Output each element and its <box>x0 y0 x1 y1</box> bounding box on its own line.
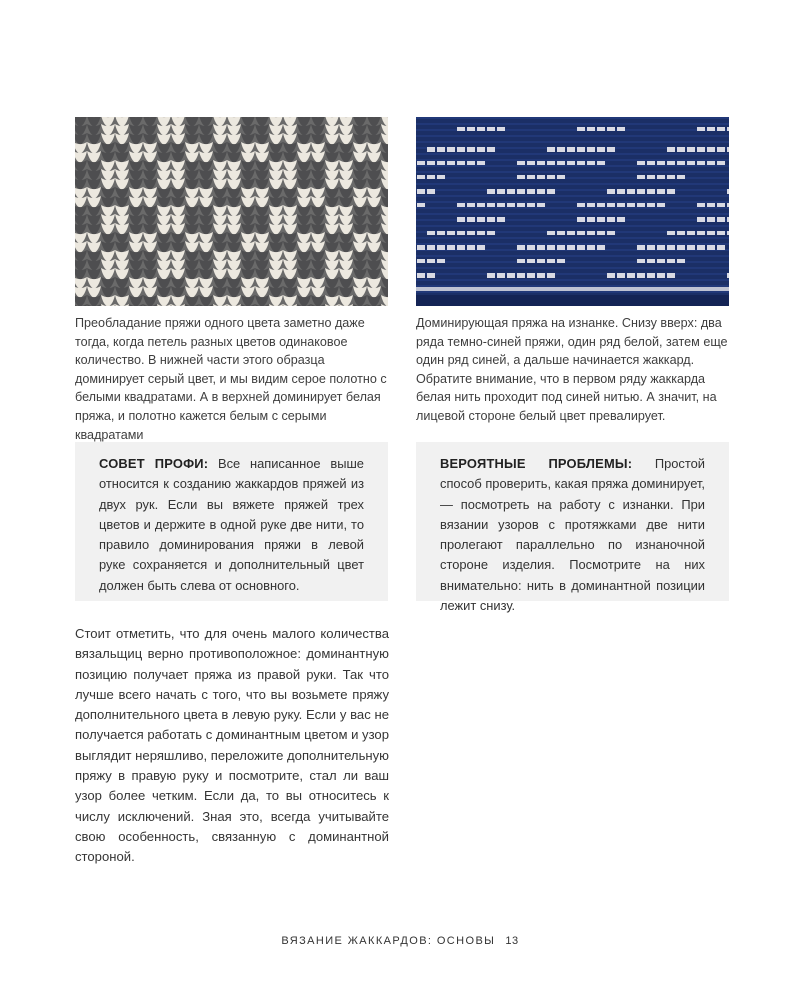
problems-tip-heading: ВЕРОЯТНЫЕ ПРОБЛЕМЫ: <box>440 456 633 471</box>
pro-tip-text: Все написанное выше относится к созданию жаккардов пряжей из двух рук. Если вы вяжете пряжей трех цветов и держите в одной руке две нити, то правило доминирования пряжи в левой руке сохраняется и дополнительный цвет должен быть слева от основного. <box>99 456 364 593</box>
pro-tip-heading: СОВЕТ ПРОФИ: <box>99 456 209 471</box>
body-paragraph: Стоит отметить, что для очень малого количества вязальщиц верно противоположное: доминантную позицию получает пряжа из правой руки. Так что лучше всего начать с того, что вы возьмете пряжу дополнительного цвета в левую руку. Если у вас не получается работать с доминантным цветом и узор выглядит неряшливо, переложите дополнительную пряжу в правую руку и посмотрите, стал ли ваш узор более четким. Если да, то вы относитесь к числу исключений. Зная это, всегда учитывайте свою особенность, связанную с доминантной стороной. <box>75 626 389 865</box>
running-title: ВЯЗАНИЕ ЖАККАРДОВ: ОСНОВЫ <box>281 935 496 947</box>
page-number: 13 <box>505 935 519 947</box>
left-photo-caption: Преобладание пряжи одного цвета заметно даже тогда, когда петель разных цветов одинаковое количество. В нижней части этого образца доминирует серый цвет, и мы видим серое полотно с белыми квадратами. А в верхней доминирует белая пряжа, и полотно кажется белым с серыми квадратами <box>75 316 387 442</box>
pro-tip-box <box>75 442 388 601</box>
photo-navy-white-jacquard-reverse <box>416 117 729 306</box>
problems-tip-box <box>416 442 729 614</box>
right-photo-caption: Доминирующая пряжа на изнанке. Снизу вверх: два ряда темно-синей пряжи, один ряд белой, затем еще один ряд синей, а дальше начинается жаккард. Обратите внимание, что в первом ряду жаккарда белая нить проходит под синей нитью. А значит, на лицевой стороне белый цвет превалирует. <box>416 316 728 423</box>
page-footer <box>0 935 800 947</box>
photo-gray-white-knit-swatch <box>75 117 388 306</box>
problems-tip-text: Простой способ проверить, какая пряжа доминирует, — посмотреть на работу с изнанки. При вязании узоров с протяжками две нити пролегают параллельно по изнаночной стороне изделия. Посмотрите на них внимательно: нить в доминантной позиции лежит снизу. <box>440 456 705 614</box>
